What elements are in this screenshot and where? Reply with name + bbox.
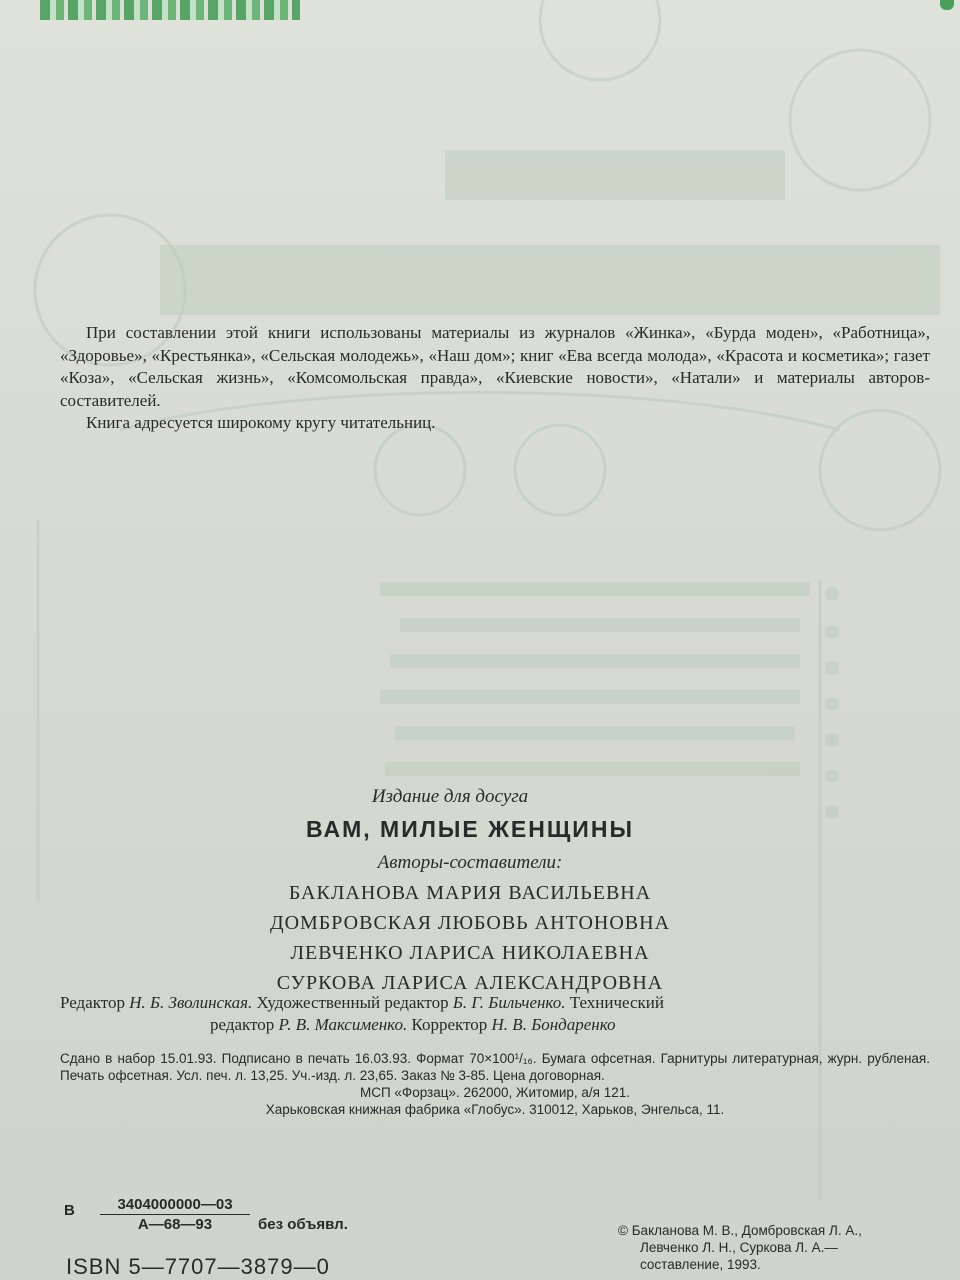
decorative-border — [40, 0, 300, 20]
author-name: ЛЕВЧЕНКО ЛАРИСА НИКОЛАЕВНА — [290, 942, 650, 964]
book-title: ВАМ, МИЛЫЕ ЖЕНЩИНЫ — [306, 816, 634, 842]
code-denominator: А—68—93 — [137, 1216, 213, 1233]
printer-address: Харьковская книжная фабрика «Глобус». 310012, Харьков, Энгельса, 11. — [265, 1102, 725, 1117]
copyright-line: © Бакланова М. В., Домбровская Л. А., — [618, 1223, 862, 1238]
copyright-line: Левченко Л. Н., Суркова Л. А.— — [640, 1240, 838, 1255]
print-specs: Сдано в набор 15.01.93. Подписано в печать 16.03.93. Формат 70×100¹/₁₆. Бумага офсетная. Гарнитуры литературная, журн. рубленая. Печать офсетная. Усл. печ. л. 13,25. Уч.-изд. л. 23,65. Заказ № 3-85. Цена договорная. — [60, 1051, 930, 1083]
authors-label: Авторы-составители: — [377, 852, 563, 873]
code-suffix: без объявл. — [258, 1216, 348, 1233]
corner-ornament — [940, 0, 954, 10]
copyright-notice — [618, 1222, 938, 1273]
art-editor-name: Б. Г. Бильченко. — [452, 993, 566, 1012]
art-editor-label: Художественный редактор — [256, 993, 449, 1012]
tech-editor-label-cont: редактор — [210, 1015, 275, 1034]
corrector-name: Н. В. Бондаренко — [491, 1015, 616, 1034]
imprint-details — [60, 1050, 930, 1118]
editor-label: Редактор — [60, 993, 125, 1012]
edition-type: Издание для досуга — [371, 786, 529, 807]
intro-paragraph-sources: При составлении этой книги использованы материалы из журналов «Жинка», «Бурда моден», «Работница», «Здоровье», «Крестьянка», «Сельская молодежь», «Наш дом»; книг «Ева всегда молода», «Красота и косметика»; газет «Коза», «Сельская жизнь», «Комсомольская правда», «Киевские новости», «Натали» и материалы авторов-составителей. — [60, 323, 930, 410]
corrector-label: Корректор — [411, 1015, 488, 1034]
code-prefix: В — [64, 1202, 75, 1219]
code-numerator: 3404000000—03 — [100, 1196, 250, 1215]
intro-text — [60, 322, 930, 435]
publisher-address: МСП «Форзац». 262000, Житомир, а/я 121. — [359, 1085, 631, 1100]
copyright-line: составление, 1993. — [640, 1257, 761, 1272]
code-fraction — [100, 1196, 250, 1233]
tech-editor-name: Р. В. Максименко. — [278, 1015, 408, 1034]
isbn: ISBN 5—7707—3879—0 — [66, 1254, 330, 1279]
author-name: БАКЛАНОВА МАРИЯ ВАСИЛЬЕВНА — [288, 882, 652, 904]
intro-paragraph-audience: Книга адресуется широкому кругу читательниц. — [86, 413, 436, 432]
authors-list — [0, 878, 960, 998]
tech-editor-label: Технический — [569, 993, 665, 1012]
editor-name: Н. Б. Зволинская. — [129, 993, 253, 1012]
author-name: ДОМБРОВСКАЯ ЛЮБОВЬ АНТОНОВНА — [269, 912, 671, 934]
editorial-credits — [60, 992, 930, 1036]
author-name: СУРКОВА ЛАРИСА АЛЕКСАНДРОВНА — [276, 972, 664, 994]
